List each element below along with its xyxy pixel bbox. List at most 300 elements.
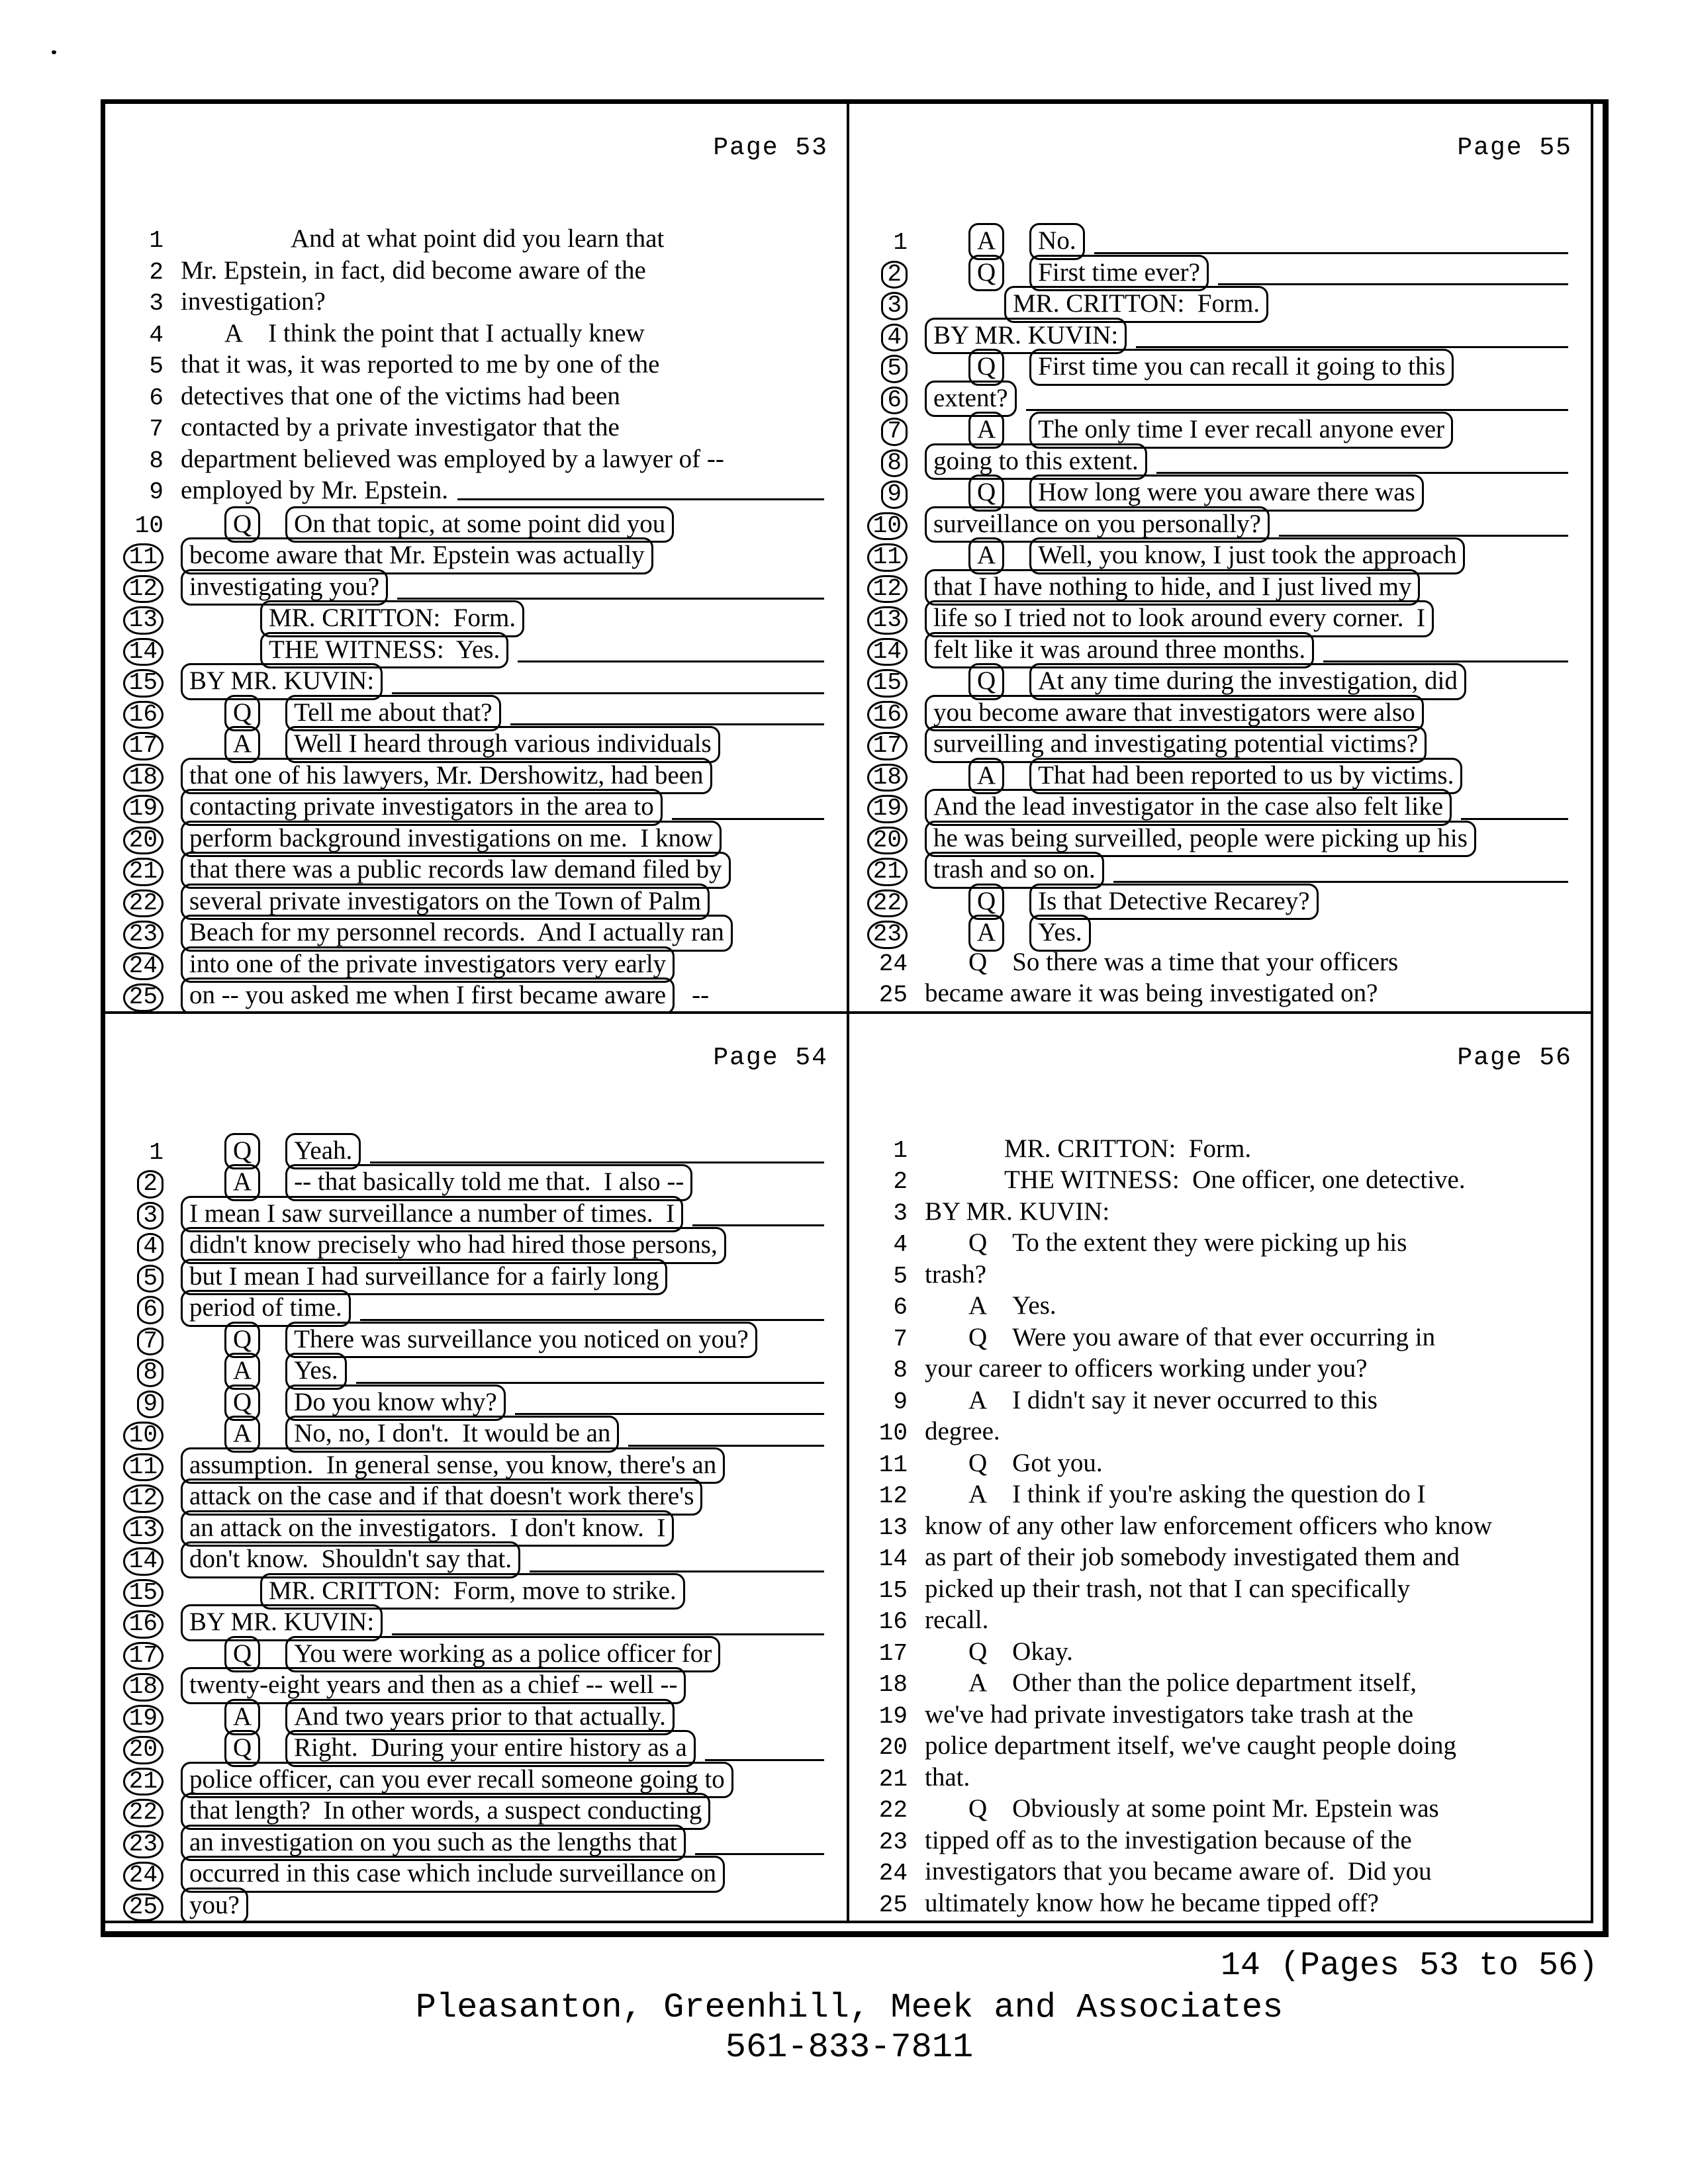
transcript-line [107,1133,843,1165]
line-content [181,1888,843,1921]
line-number-oval-annotation: 3 [881,292,908,320]
line-number: 21 [878,1765,908,1793]
annotation-box: police officer, can you ever recall someone going to [181,1762,733,1799]
transcript-line [851,569,1587,601]
transcript-line [107,821,843,852]
transcript-line [851,663,1587,695]
annotation-box: going to this extent. [925,443,1147,480]
transcript-line [107,475,843,506]
line-number: 11 [878,1451,908,1479]
annotation-box: There was surveillance you noticed on you? [285,1322,757,1359]
transcript-line [851,223,1587,255]
line-list [851,1133,1587,1919]
annotation-box: And the lead investigator in the case also felt like [925,789,1452,826]
line-number [107,1482,164,1514]
annotation-box: Q [224,1730,260,1767]
line-number [107,1577,164,1609]
line-number: 7 [149,416,164,443]
line-number: 18 [878,1671,908,1698]
line-number: 1 [149,1138,164,1166]
transcript-line [851,1510,1587,1542]
line-content [925,1227,1587,1259]
line-text: investigators that you became aware of. Did you [925,1857,1432,1886]
annotation-box: A [224,726,260,763]
line-text: know of any other law enforcement officers who know [925,1511,1493,1540]
line-number [107,1608,164,1640]
transcript-page-56 [848,1013,1591,1921]
annotation-box: felt like it was around three months. [925,632,1314,669]
annotation-box: You were working as a police officer for [285,1636,720,1673]
line-number-oval-annotation: 19 [123,1705,164,1733]
annotation-box: that length? In other words, a suspect conducting [181,1793,710,1830]
reporter-phone-number: 561-833-7811 [725,2028,974,2067]
line-number: 10 [878,1420,908,1447]
transcript-line [107,1322,843,1353]
line-number: 9 [893,1388,908,1416]
line-number-oval-annotation: 5 [137,1265,164,1293]
annotation-underline-tail [515,1406,824,1415]
transcript-line [851,821,1587,852]
line-number-oval-annotation: 21 [123,858,164,886]
line-number [107,541,164,573]
line-content [925,1322,1587,1353]
line-number [107,1829,164,1860]
line-text: tipped off as to the investigation because of the [925,1825,1412,1854]
transcript-line [851,632,1587,664]
line-content [925,1510,1587,1542]
line-number: 3 [893,1199,908,1227]
line-text: Okay. [1012,1637,1073,1666]
line-number: 14 [878,1545,908,1572]
line-number: 7 [893,1325,908,1353]
reporter-firm-name: Pleasanton, Greenhill, Meek and Associates [415,1988,1284,2027]
line-number [851,259,908,291]
line-number [851,478,908,510]
line-number-oval-annotation: 9 [881,480,908,509]
annotation-box: A [224,1164,260,1201]
page-number-label: Page 56 [1457,1043,1572,1072]
line-number [107,604,164,636]
annotation-underline-tail [672,811,824,820]
line-number [107,1860,164,1891]
annotation-box: that I have nothing to hide, and I just lived my [925,569,1420,606]
annotation-underline-tail [518,654,824,662]
transcript-line [851,1636,1587,1668]
line-number-oval-annotation: 24 [123,1862,164,1890]
transcript-line [107,1541,843,1573]
line-number-oval-annotation: 17 [123,1642,164,1670]
transcript-line [107,569,843,601]
annotation-box: attack on the case and if that doesn't work there's [181,1479,702,1516]
transcript-line [107,255,843,287]
line-number [107,636,164,668]
line-content [181,349,843,381]
line-number: 17 [878,1639,908,1667]
line-text: recall. [925,1606,989,1634]
line-number: 4 [893,1231,908,1258]
line-number-oval-annotation: 11 [123,543,164,572]
line-number [851,667,908,699]
line-content [181,223,843,255]
annotation-box: contacting private investigators in the area to [181,789,663,826]
line-number [107,1640,164,1672]
line-number [851,856,908,887]
line-number [107,1294,164,1326]
annotation-box: Well I heard through various individuals [285,726,720,763]
annotation-box: that there was a public records law demand filed by [181,852,731,889]
annotation-box: an attack on the investigators. I don't know. I [181,1510,674,1547]
transcript-line [107,318,843,349]
annotation-box: Q [224,1322,260,1359]
line-number: 20 [878,1734,908,1761]
line-number [851,322,908,353]
line-text: contacted by a private investigator that the [181,413,620,441]
transcript-line [107,223,843,255]
transcript-line [107,978,843,1009]
line-content [181,255,843,287]
line-number-oval-annotation: 22 [123,889,164,918]
annotation-box: extent? [925,381,1017,418]
line-content [925,1385,1587,1416]
line-number [851,416,908,447]
transcript-line [107,726,843,758]
annotation-box: don't know. Shouldn't say that. [181,1541,520,1578]
annotation-box: First time ever? [1029,255,1209,292]
line-content [925,1164,1587,1196]
annotation-box: he was being surveilled, people were picking up his [925,821,1476,858]
qa-marker: A [224,318,244,347]
line-number: 23 [878,1828,908,1856]
annotation-box: Yes. [1029,915,1091,952]
annotation-box: Is that Detective Recarey? [1029,884,1318,921]
line-number [107,1766,164,1797]
line-number: 15 [878,1576,908,1604]
annotation-underline-tail [705,1752,824,1761]
line-number-oval-annotation: 19 [123,795,164,823]
transcript-line [851,255,1587,287]
line-number-oval-annotation: 11 [867,543,908,572]
line-content [925,1541,1587,1573]
transcript-line [851,1604,1587,1636]
line-number: 25 [878,981,908,1009]
line-number-oval-annotation: 13 [123,1516,164,1545]
line-text: employed by Mr. Epstein. [181,476,449,504]
line-number: 6 [149,384,164,412]
transcript-line [851,1353,1587,1385]
line-content [925,1856,1587,1888]
line-content [925,1353,1587,1385]
qa-marker: Q [968,1448,988,1477]
line-number [107,1263,164,1295]
line-text: THE WITNESS: One officer, one detective. [1004,1165,1466,1194]
annotation-box: A [224,1353,260,1390]
line-text: So there was a time that your officers [1012,947,1399,976]
transcript-line [851,758,1587,790]
line-text: MR. CRITTON: Form. [1004,1134,1252,1163]
line-content [925,1888,1587,1919]
annotation-box: A [968,537,1004,574]
annotation-underline-tail [510,717,824,725]
qa-marker: A [968,1668,988,1697]
annotation-box: The only time I ever recall anyone ever [1029,412,1453,449]
annotation-box: A [968,412,1004,449]
line-number: 22 [878,1797,908,1824]
annotation-box: MR. CRITTON: Form, move to strike. [260,1573,685,1610]
line-number-oval-annotation: 12 [123,575,164,604]
transcript-page-54 [105,1013,848,1921]
transcript-line [107,1479,843,1510]
line-number: 1 [149,227,164,254]
line-number: 9 [149,478,164,506]
line-number [107,1200,164,1232]
line-number-oval-annotation: 16 [123,1610,164,1639]
annotation-underline-tail [1026,402,1568,411]
annotation-box: On that topic, at some point did you [285,506,674,543]
line-content [925,1290,1587,1322]
annotation-box: Tell me about that? [285,695,500,732]
line-number: 2 [893,1168,908,1195]
transcript-line [107,852,843,884]
line-number [851,573,908,605]
annotation-box: And two years prior to that actually. [285,1699,675,1736]
transcript-line [107,1730,843,1762]
transcript-line [851,506,1587,538]
transcript-line [851,1541,1587,1573]
line-number: 24 [878,1860,908,1887]
annotation-box: A [224,1416,260,1453]
annotation-underline-tail [1113,874,1568,883]
line-number: 16 [878,1608,908,1635]
transcript-line [851,1196,1587,1228]
transcript-line [107,1290,843,1322]
line-number [851,699,908,731]
qa-marker: Q [968,1228,988,1257]
line-number-oval-annotation: 12 [867,575,908,604]
transcript-line [851,1385,1587,1416]
transcript-line [107,1416,843,1447]
annotation-box: investigating you? [181,569,388,606]
line-number-oval-annotation: 17 [867,732,908,760]
line-text: trash? [925,1259,987,1289]
line-number: 13 [878,1514,908,1541]
annotation-box: No, no, I don't. It would be an [285,1416,619,1453]
line-number-oval-annotation: 13 [123,606,164,635]
transcript-line [107,1353,843,1385]
line-number-oval-annotation: 16 [123,701,164,729]
line-text: And at what point did you learn that [291,224,665,253]
transcript-line [107,1196,843,1228]
line-number [851,887,908,919]
transcript-line [851,1888,1587,1919]
annotation-box: A [968,223,1004,260]
annotation-box: At any time during the investigation, did [1029,663,1466,700]
annotation-box: occurred in this case which include surveillance on [181,1856,725,1893]
annotation-box: into one of the private investigators very early [181,946,675,983]
annotation-box: BY MR. KUVIN: [181,1604,383,1641]
line-number-oval-annotation: 10 [867,512,908,541]
line-number [851,793,908,825]
line-number [851,919,908,950]
transcript-line [851,1259,1587,1291]
annotation-box: surveilling and investigating potential victims? [925,726,1427,763]
transcript-line [851,1416,1587,1447]
annotation-underline-tail [1461,811,1568,820]
annotation-box: become aware that Mr. Epstein was actually [181,537,653,574]
transcript-line [851,1322,1587,1353]
line-content [925,1636,1587,1668]
line-number [851,510,908,542]
transcript-line [107,1636,843,1668]
annotation-box: That had been reported to us by victims. [1029,758,1462,795]
line-text: as part of their job somebody investigated them and [925,1543,1460,1571]
annotation-box: trash and so on. [925,852,1104,889]
annotation-box: Yes. [285,1353,347,1390]
transcript-line [851,286,1587,318]
transcript-line [107,1604,843,1636]
line-number [107,1797,164,1829]
line-text: detectives that one of the victims had been [181,381,620,410]
transcript-page-53 [105,104,848,1013]
annotation-box: First time you can recall it going to this [1029,349,1454,386]
line-text: department believed was employed by a lawyer of -- [181,444,724,473]
annotation-box: Q [224,695,260,732]
line-number [851,825,908,856]
line-number: 19 [878,1702,908,1730]
line-number-oval-annotation: 20 [867,827,908,855]
line-content [925,1196,1587,1228]
line-number: 2 [149,258,164,286]
line-text: I think if you're asking the question do I [1012,1480,1426,1508]
line-number [851,385,908,416]
annotation-underline-tail [1279,528,1568,537]
line-number [107,1703,164,1735]
annotation-box: BY MR. KUVIN: [181,663,383,700]
annotation-box: perform background investigations on me. I know [181,821,722,858]
line-number: 24 [878,950,908,978]
line-number-oval-annotation: 17 [123,732,164,760]
line-text: Were you aware of that ever occurring in [1012,1322,1436,1351]
line-number [107,699,164,731]
line-text: we've had private investigators take trash at the [925,1700,1414,1729]
qa-marker: Q [968,1637,988,1666]
transcript-line [851,475,1587,506]
transcript-line [107,946,843,978]
line-number-oval-annotation: 2 [137,1170,164,1199]
transcript-line [107,1888,843,1919]
line-number-oval-annotation: 7 [137,1328,164,1356]
annotation-box: you? [181,1888,248,1921]
transcript-line [107,286,843,318]
line-number-oval-annotation: 12 [123,1484,164,1513]
line-content [181,318,843,349]
annotation-box: Q [968,663,1004,700]
line-content [925,1793,1587,1825]
line-number-oval-annotation: 4 [881,324,908,352]
line-number [851,541,908,573]
transcript-line [851,1699,1587,1731]
line-number-oval-annotation: 20 [123,827,164,855]
annotation-box: but I mean I had surveillance for a fairly long [181,1259,667,1296]
line-number: 1 [893,1136,908,1164]
transcript-line [851,695,1587,727]
line-number [107,1514,164,1546]
annotation-box: No. [1029,223,1084,260]
line-number [107,1420,164,1451]
line-number [107,1231,164,1263]
line-number [107,919,164,950]
line-number [107,950,164,982]
line-number [107,1388,164,1420]
line-content [925,1133,1587,1165]
annotation-box: A [968,758,1004,795]
line-number-oval-annotation: 25 [123,1893,164,1921]
line-number-oval-annotation: 22 [123,1799,164,1827]
transcript-line [107,600,843,632]
transcript-line [107,663,843,695]
line-number: 8 [149,447,164,475]
line-number: 5 [893,1262,908,1290]
line-content [181,381,843,412]
line-number-oval-annotation: 18 [123,764,164,792]
line-number-oval-annotation: 21 [867,858,908,886]
line-number [107,856,164,887]
line-number-oval-annotation: 23 [123,1831,164,1859]
scan-artifact-dot [52,50,56,54]
transcript-line [107,789,843,821]
transcript-line [107,381,843,412]
transcript-line [851,537,1587,569]
line-text: I didn't say it never occurred to this [1012,1385,1378,1414]
qa-marker: A [968,1480,988,1508]
annotation-underline-tail [1323,654,1568,662]
four-up-page-grid [105,104,1593,1923]
annotation-underline-tail [1156,465,1568,474]
transcript-line [107,758,843,790]
line-number [107,825,164,856]
transcript-line [107,349,843,381]
line-text: police department itself, we've caught people doing [925,1731,1457,1760]
line-text: Mr. Epstein, in fact, did become aware of the [181,255,646,285]
transcript-line [851,443,1587,475]
annotation-box: an investigation on you such as the lengths that [181,1825,686,1862]
line-number-oval-annotation: 4 [137,1233,164,1261]
annotation-box: Right. During your entire history as a [285,1730,696,1767]
line-number [107,1734,164,1766]
transcript-line [851,1133,1587,1165]
line-number-oval-annotation: 16 [867,701,908,729]
annotation-box: Q [224,1636,260,1673]
annotation-box: Beach for my personnel records. And I actually ran [181,915,733,952]
line-number: 5 [149,353,164,380]
line-number-oval-annotation: 6 [881,387,908,415]
annotation-underline-tail [1136,340,1568,348]
line-text: To the extent they were picking up his [1012,1228,1407,1257]
annotation-box: period of time. [181,1290,351,1327]
line-number-oval-annotation: 22 [867,889,908,918]
annotation-box: -- that basically told me that. I also -- [285,1164,692,1201]
line-number-oval-annotation: 5 [881,355,908,383]
transcript-line [107,1793,843,1825]
transcript-line [107,915,843,946]
line-text: your career to officers working under you? [925,1354,1368,1383]
transcript-line [851,318,1587,349]
line-text: ultimately know how he became tipped off? [925,1888,1379,1917]
line-number: 4 [149,321,164,349]
line-number [107,1451,164,1483]
line-number-oval-annotation: 18 [867,764,908,792]
transcript-line [851,349,1587,381]
transcript-line [107,1447,843,1479]
